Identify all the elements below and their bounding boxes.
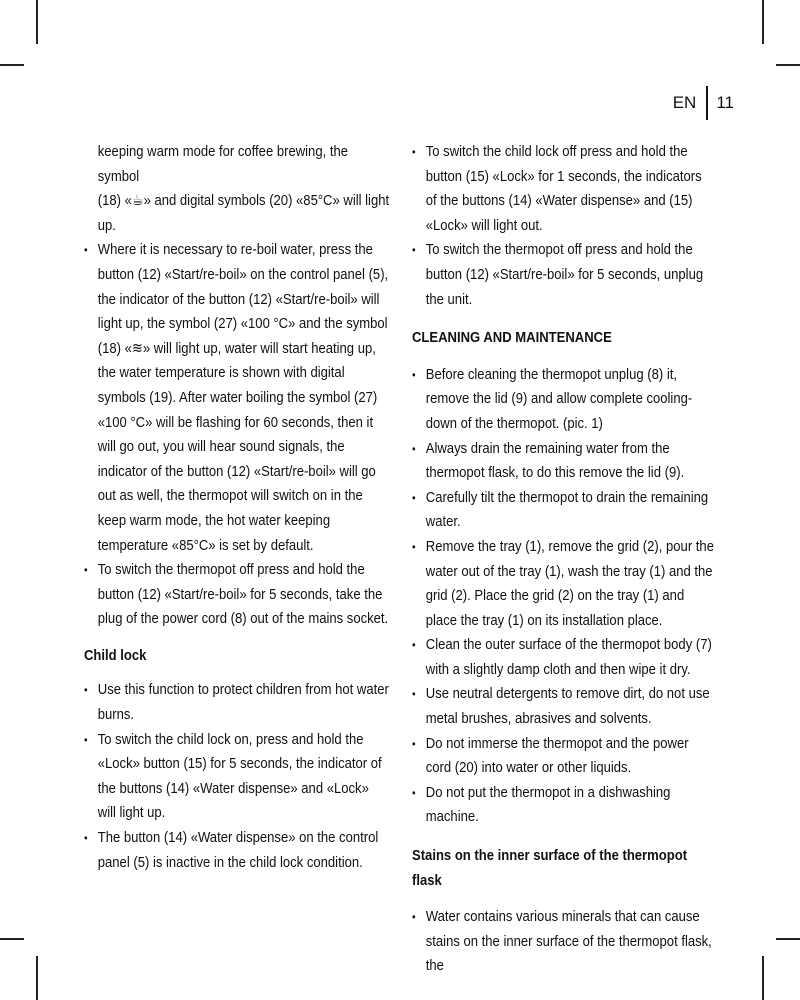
continued-line: (18) «☕» and digital symbols (20) «85°C» will light [97, 192, 390, 210]
list-item: • Do not immerse the thermopot and the power cord (20) into water or other liquids. [412, 734, 689, 777]
list-item: • Do not put the thermopot in a dishwashing machine. [412, 783, 671, 826]
right-column [412, 140, 716, 979]
list-item: • Water contains various minerals that can cause stains on the inner surface of the thermopot flask, the [412, 908, 712, 975]
list-item: • To switch the child lock on, press and hold the «Lock» button (15) for 5 seconds, the indicator of the buttons (14) «Water dispense» and «Lock» will light up. [84, 730, 382, 822]
section-heading: CLEANING AND MAINTENANCE [412, 329, 612, 347]
list-item: • To switch the thermopot off press and hold the button (12) «Start/re-boil» for 5 seconds, take the plug of the power cord (8) out of the mains socket. [84, 561, 389, 628]
list-item: • Use neutral detergents to remove dirt, do not use metal brushes, abrasives and solvents. [412, 685, 710, 728]
list-item: • Clean the outer surface of the thermopot body (7) with a slightly damp cloth and then wipe it dry. [412, 636, 712, 678]
list-item: • Where it is necessary to re-boil water, press the button (12) «Start/re-boil» on the control panel (5), the indicator of the button (12) «Start/re-boil» will light up, the symbol (27) «100 °C» and the symbol (18) «≋» will light up, water will start heating up, the water temperature is shown with digital symbols (19). After water boiling the symbol (27) «100 °C» will be flashing for 60 seconds, then it will go out, you will hear sound signals, the indicator of the button (12) «Start/re-boil» will go out as well, the thermopot will switch on in the keep warm mode, the hot water keeping temperature «85°C» is set by default. [84, 241, 389, 554]
crop-mark [762, 956, 764, 1000]
list-item: • Use this function to protect children from hot water burns. [84, 681, 389, 724]
continued-line: keeping warm mode for coffee brewing, the symbol [97, 143, 349, 185]
crop-mark [0, 938, 24, 940]
page-number: 11 [716, 93, 734, 112]
list-item: • Remove the tray (1), remove the grid (2), pour the water out of the tray (1), wash the tray (1) and the grid (2). Place the grid (2) on the tray (1) and place the tray (1) on its installation place. [412, 537, 714, 629]
list-item: • To switch the thermopot off press and hold the button (12) «Start/re-boil» for 5 seconds, unplug the unit. [412, 241, 704, 308]
crop-mark [0, 64, 24, 66]
section-heading: Child lock [84, 646, 147, 664]
left-column [84, 140, 390, 875]
list-item: • Before cleaning the thermopot unplug (8) it, remove the lid (9) and allow complete cooling-down of the thermopot. (pic. 1) [412, 365, 693, 432]
crop-mark [36, 0, 38, 44]
crop-mark [776, 64, 800, 66]
list-item: • Always drain the remaining water from the thermopot flask, to do this remove the lid (9). [412, 439, 685, 482]
list-item: • Carefully tilt the thermopot to drain the remaining water. [412, 488, 709, 531]
section-heading: Stains on the inner surface of the thermopot flask [412, 847, 688, 889]
crop-mark [36, 956, 38, 1000]
list-item: • To switch the child lock off press and hold the button (15) «Lock» for 1 seconds, the indicators of the buttons (14) «Water dispense» and (15) «Lock» will light out. [412, 143, 702, 234]
crop-mark [776, 938, 800, 940]
page-header [673, 86, 734, 120]
crop-mark [762, 0, 764, 44]
language-code: EN [672, 93, 697, 112]
header-divider [706, 86, 708, 120]
continued-line: up. [97, 216, 116, 234]
list-item: • The button (14) «Water dispense» on the control panel (5) is inactive in the child lock condition. [84, 829, 379, 871]
